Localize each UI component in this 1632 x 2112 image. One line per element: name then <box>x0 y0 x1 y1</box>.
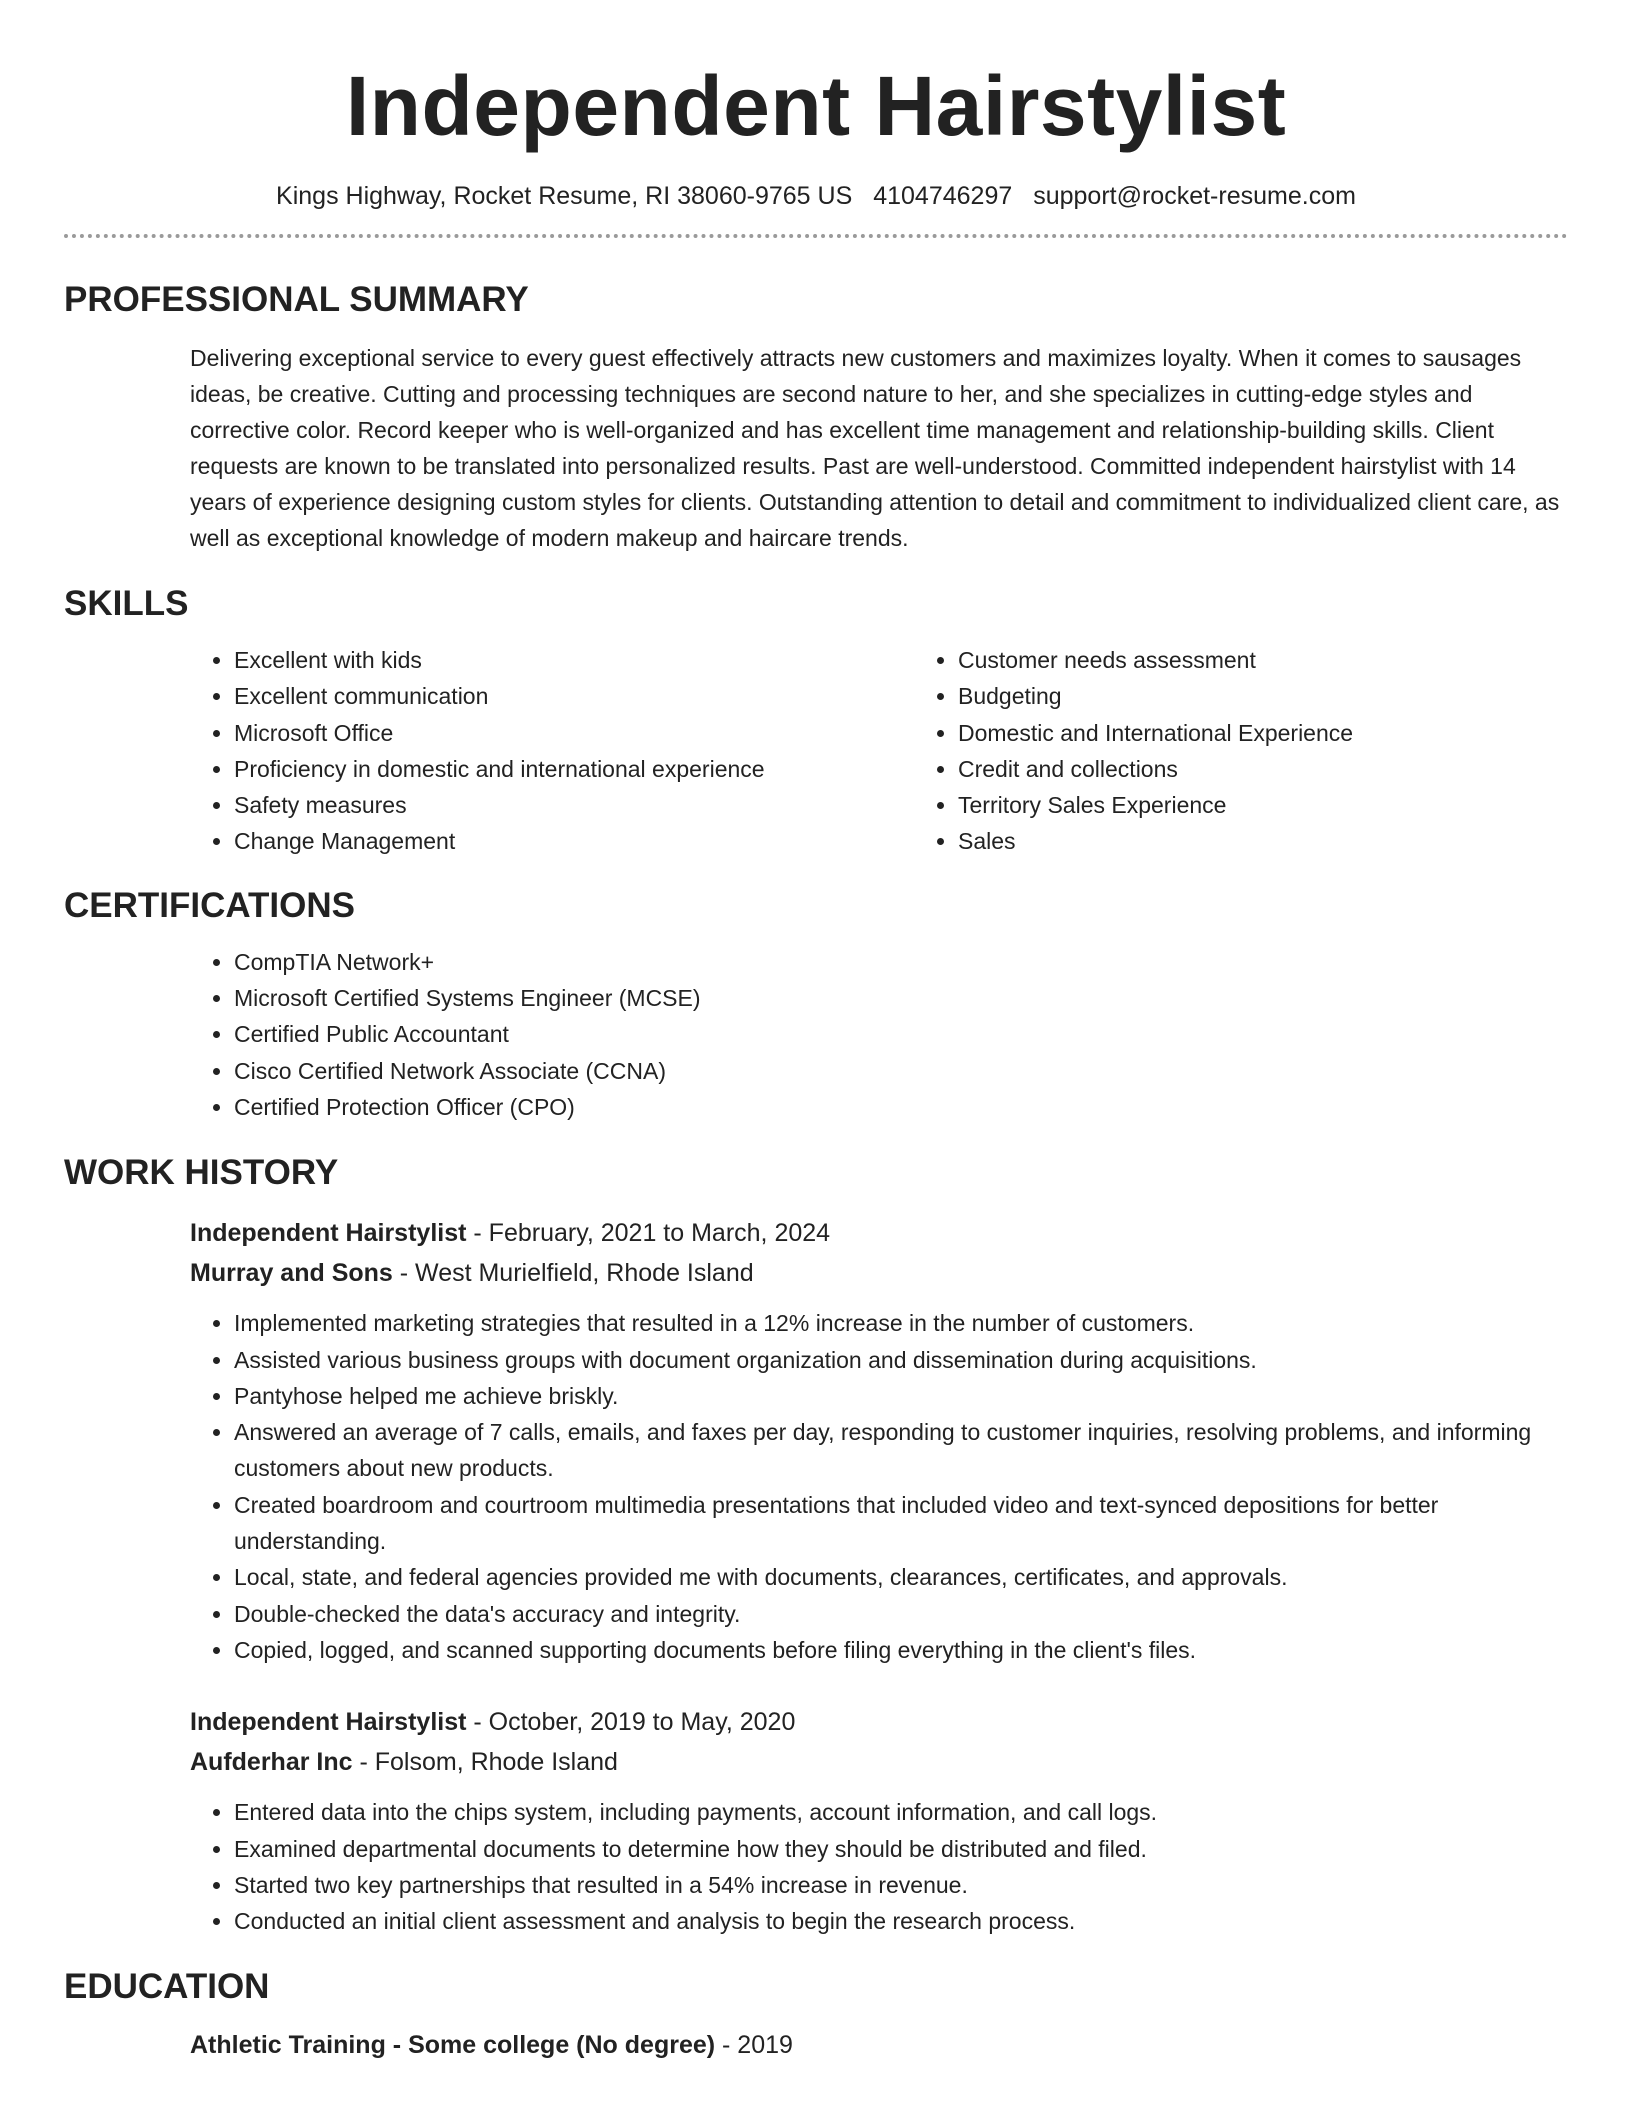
resume-name: Independent Hairstylist <box>345 59 1287 153</box>
job-dates: - October, 2019 to May, 2020 <box>466 1708 796 1737</box>
education-entry <box>190 2025 1568 2065</box>
job-title-line <box>190 1702 1568 1742</box>
skill-item: • Territory Sales Experience <box>958 787 1568 823</box>
job-dates: - February, 2021 to March, 2024 <box>466 1219 831 1248</box>
job-company-line <box>190 1253 1568 1293</box>
summary-text: Delivering exceptional service to every guest effectively attracts new customers and maximizes loyalty. When it comes to sausages ideas, be creative. Cutting and processing techniques are second nature to her, and she specializes in cutting-edge styles and corrective color. Record keeper who is well-organized and has excellent time management and relationship-building skills. Client requests are known to be translated into personalized results. Past are well-understood. Committed independent hairstylist with 14 years of experience designing custom styles for clients. Outstanding attention to detail and commitment to individualized client care, as well as exceptional knowledge of modern makeup and haircare trends. <box>190 345 1560 551</box>
work-history-title: WORK HISTORY <box>64 1153 339 1193</box>
resume-page <box>64 0 1568 2065</box>
job-bullet: • Assisted various business groups with document organization and dissemination during acquisitions. <box>234 1342 1568 1378</box>
certification-item: • Certified Protection Officer (CPO) <box>234 1089 1568 1125</box>
job-bullets <box>190 1794 1568 1939</box>
skill-item: • Customer needs assessment <box>958 642 1568 678</box>
job-role: Independent Hairstylist <box>190 1708 467 1737</box>
job-company: Aufderhar Inc <box>190 1748 353 1777</box>
skill-item: • Domestic and International Experience <box>958 715 1568 751</box>
job-role: Independent Hairstylist <box>190 1219 467 1248</box>
skill-item: • Budgeting <box>958 678 1568 714</box>
skill-item: • Credit and collections <box>958 751 1568 787</box>
job-bullet: • Implemented marketing strategies that resulted in a 12% increase in the number of customers. <box>234 1305 1568 1341</box>
education-year: - 2019 <box>715 2031 793 2060</box>
skill-item: • Change Management <box>234 823 914 859</box>
job-bullet: • Copied, logged, and scanned supporting documents before filing everything in the client's files. <box>234 1632 1568 1668</box>
skills-column-1 <box>190 642 914 860</box>
certification-item: • Certified Public Accountant <box>234 1016 1568 1052</box>
skill-item: • Excellent communication <box>234 678 914 714</box>
certification-item: • Microsoft Certified Systems Engineer (MCSE) <box>234 980 1568 1016</box>
certification-item: • Cisco Certified Network Associate (CCNA) <box>234 1053 1568 1089</box>
job-bullet: • Entered data into the chips system, including payments, account information, and call logs. <box>234 1794 1568 1830</box>
summary-title: PROFESSIONAL SUMMARY <box>64 280 529 319</box>
contact-address: Kings Highway, Rocket Resume, RI 38060-9765 US <box>276 182 853 210</box>
job-bullet: • Double-checked the data's accuracy and integrity. <box>234 1596 1568 1632</box>
job-bullet: • Created boardroom and courtroom multimedia presentations that included video and text-synced depositions for better understanding. <box>234 1487 1568 1560</box>
skills-list <box>190 642 1568 860</box>
skill-item: • Safety measures <box>234 787 914 823</box>
education-title: EDUCATION <box>64 1967 270 2007</box>
job-bullet: • Started two key partnerships that resulted in a 54% increase in revenue. <box>234 1867 1568 1903</box>
job-bullet: • Conducted an initial client assessment and analysis to begin the research process. <box>234 1903 1568 1939</box>
job-location: - West Murielfield, Rhode Island <box>392 1259 754 1288</box>
job-bullet: • Local, state, and federal agencies provided me with documents, clearances, certificates, and approvals. <box>234 1559 1568 1595</box>
skills-title: SKILLS <box>64 584 189 623</box>
certification-item: • CompTIA Network+ <box>234 944 1568 980</box>
job-bullet: • Pantyhose helped me achieve briskly. <box>234 1378 1568 1414</box>
certifications-list <box>190 944 1568 1125</box>
job-bullet: • Answered an average of 7 calls, emails, and faxes per day, responding to customer inquiries, resolving problems, and informing customers about new products. <box>234 1414 1568 1487</box>
contact-email: support@rocket-resume.com <box>1033 182 1356 210</box>
header-divider <box>64 234 1568 238</box>
skill-item: • Excellent with kids <box>234 642 914 678</box>
certifications-title: CERTIFICATIONS <box>64 885 356 925</box>
contact-line <box>64 180 1568 212</box>
skill-item: • Proficiency in domestic and international experience <box>234 751 914 787</box>
job-title-line <box>190 1213 1568 1253</box>
job-entry <box>190 1213 1568 1668</box>
skill-item: • Microsoft Office <box>234 715 914 751</box>
contact-phone: 4104746297 <box>873 182 1013 210</box>
job-bullet: • Examined departmental documents to determine how they should be distributed and filed. <box>234 1831 1568 1867</box>
job-company-line <box>190 1742 1568 1782</box>
skills-column-2 <box>914 642 1568 860</box>
education-degree: Athletic Training - Some college (No degree) <box>190 2031 716 2060</box>
job-bullets <box>190 1305 1568 1668</box>
job-location: - Folsom, Rhode Island <box>352 1748 618 1777</box>
job-company: Murray and Sons <box>190 1259 393 1288</box>
job-entry <box>190 1702 1568 1939</box>
skill-item: • Sales <box>958 823 1568 859</box>
